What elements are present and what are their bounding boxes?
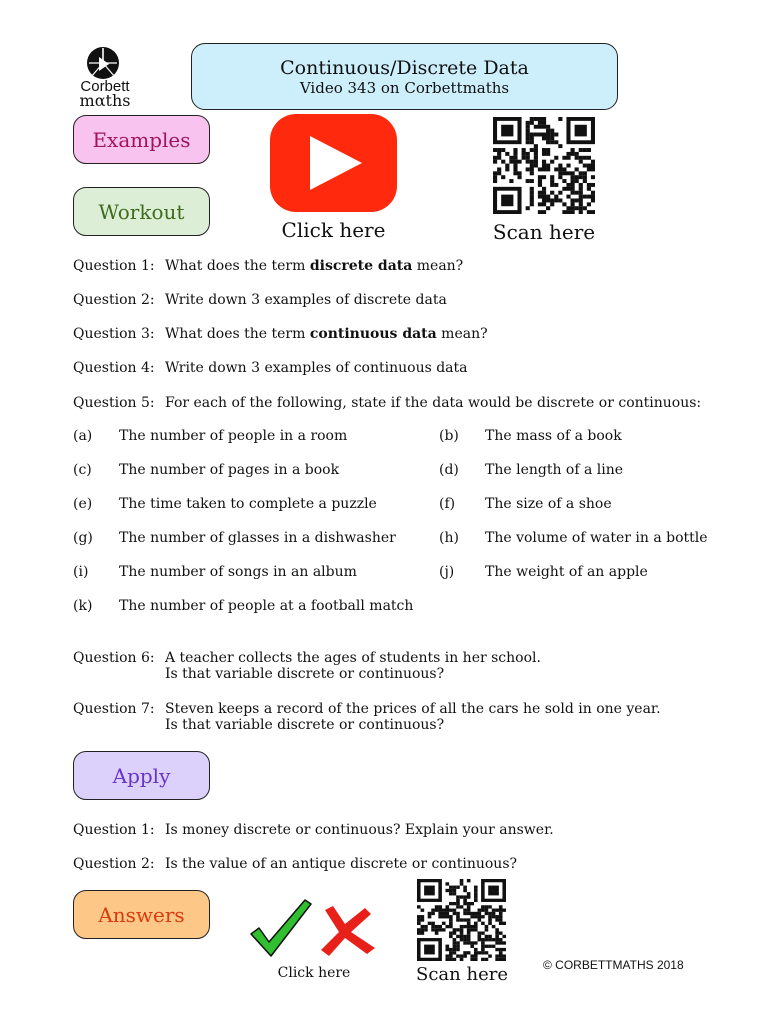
question-text: What does the term continuous data mean?	[165, 326, 488, 342]
logo-text-line1: Corbett	[80, 78, 130, 95]
page-subtitle: Video 343 on Corbettmaths	[299, 79, 510, 97]
qr-code-icon	[493, 117, 595, 214]
examples-button[interactable]: Examples	[73, 115, 210, 164]
question-text: Write down 3 examples of continuous data	[165, 360, 468, 376]
question-number: Question 5:	[73, 395, 155, 411]
answers-link[interactable]	[247, 896, 377, 960]
question-text-line1: A teacher collects the ages of students in her school.	[165, 650, 541, 666]
copyright: © CORBETTMATHS 2018	[543, 958, 684, 972]
question-number: Question 1:	[73, 258, 155, 274]
answers-button[interactable]: Answers	[73, 890, 210, 939]
tick-icon	[251, 900, 311, 956]
logo-mark-icon	[86, 46, 120, 80]
workout-button[interactable]: Workout	[73, 187, 210, 236]
title-box	[191, 43, 618, 110]
question-text: Is the value of an antique discrete or continuous?	[165, 856, 518, 872]
question-number: Question 4:	[73, 360, 155, 376]
question-number: Question 2:	[73, 292, 155, 308]
qr-caption-bottom: Scan here	[416, 964, 508, 985]
question-number: Question 1:	[73, 822, 155, 838]
question-text-line2: Is that variable discrete or continuous?	[165, 666, 445, 682]
question-text-line2: Is that variable discrete or continuous?	[165, 717, 445, 733]
page-title: Continuous/Discrete Data	[280, 57, 529, 79]
answers-caption[interactable]: Click here	[277, 965, 351, 981]
question-text: Write down 3 examples of discrete data	[165, 292, 447, 308]
cross-icon	[321, 906, 375, 956]
video-caption[interactable]: Click here	[281, 218, 386, 242]
play-icon	[270, 114, 397, 212]
question-text-line1: Steven keeps a record of the prices of all the cars he sold in one year.	[165, 701, 661, 717]
question-number: Question 6:	[73, 650, 155, 666]
question-text: Is money discrete or continuous? Explain your answer.	[165, 822, 554, 838]
corbettmaths-logo	[72, 46, 136, 108]
video-play-button[interactable]	[270, 114, 397, 212]
qr-code-icon	[417, 879, 506, 961]
question-number: Question 3:	[73, 326, 155, 342]
apply-button[interactable]: Apply	[73, 751, 210, 800]
question-number: Question 7:	[73, 701, 155, 717]
logo-text-line2: mαths	[79, 91, 131, 110]
question-text: What does the term discrete data mean?	[165, 258, 464, 274]
question-text: For each of the following, state if the data would be discrete or continuous:	[165, 395, 702, 411]
qr-caption-top: Scan here	[492, 220, 596, 244]
qr-code-answers	[417, 879, 506, 961]
qr-code-video	[493, 117, 595, 214]
question-number: Question 2:	[73, 856, 155, 872]
